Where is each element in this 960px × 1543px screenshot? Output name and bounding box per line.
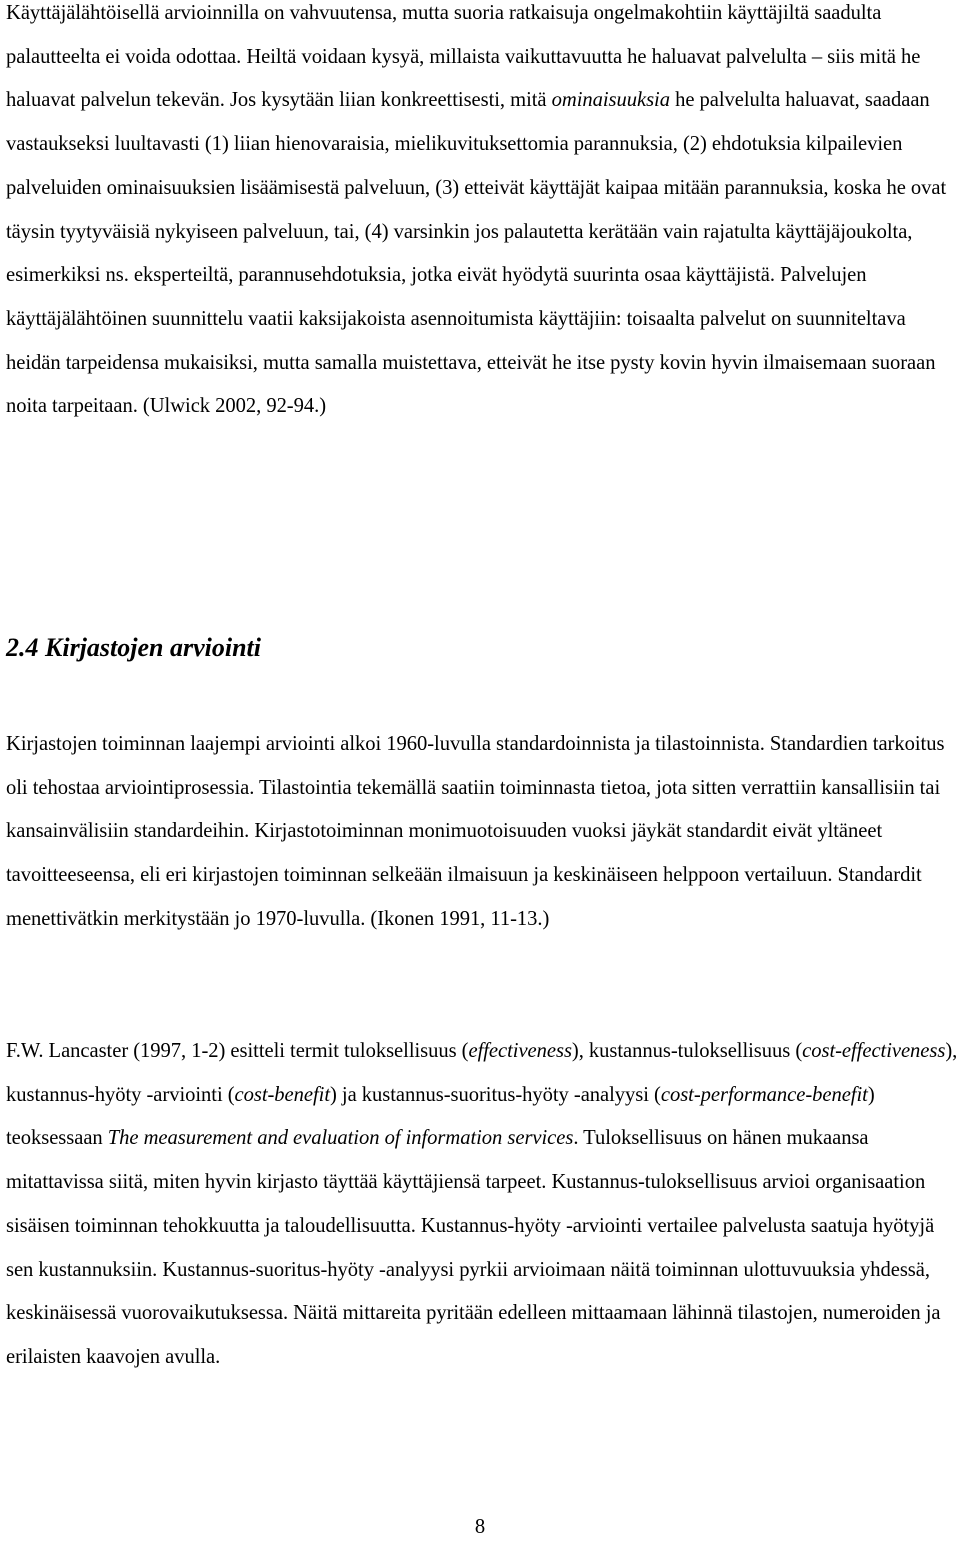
- paragraph-text: ) ja kustannus-suoritus-hyöty -analyysi (: [330, 1083, 661, 1106]
- paragraph-text: . Tuloksellisuus on hänen mukaansa mitattavissa siitä, miten hyvin kirjasto täyttää käyttäjiensä tarpeet. Kustannus-tuloksellisuus arvioi organisaation sisäisen toiminnan tehokkuutta ja taloudellisuutta. Kustannus-hyöty -arviointi vertailee palvelusta saatuja hyötyjä sen kustannuksiin. Kustannus-suoritus-hyöty -analyysi pyrkii arvioimaan näitä toiminnan ulottuvuuksia yhdessä, keskinäisessä vuorovaikutuksessa. Näitä mittareita pyritään edelleen mittaamaan lähinnä tilastojen, numeroiden ja erilaisten kaavojen avulla.: [6, 1127, 941, 1368]
- paragraph-text: F.W. Lancaster (1997, 1-2) esitteli termit tuloksellisuus (: [6, 1040, 469, 1062]
- paragraph-text: ) teoksessaan: [6, 1083, 875, 1150]
- paragraph-library-evaluation: Kirjastojen toiminnan laajempi arviointi alkoi 1960-luvulla standardoinnista ja tilastoinnista. Standardien tarkoitus oli tehostaa arviointiprosessia. Tilastointia tekemällä saatiin toiminnasta tietoa, jota sitten verrattiin kansallisiin tai kansainvälisiin standardeihin. Kirjastotoiminnan monimuotoisuuden vuoksi jäykät standardit eivät yltäneet tavoitteeseensa, eli eri kirjastojen toiminnan selkeään ilmaisuun ja keskinäiseen helppoon vertailuun. Standardit menettivätkin merkitystään jo 1970-luvulla. (Ikonen 1991, 11-13.): [6, 733, 945, 930]
- page-number: 8: [474, 1516, 486, 1538]
- term-effectiveness: effectiveness: [468, 1040, 572, 1062]
- section-heading: 2.4 Kirjastojen arviointi: [6, 633, 261, 662]
- term-cost-performance-benefit: cost-performance-benefit: [660, 1083, 868, 1106]
- book-title: The measurement and evaluation of information services: [107, 1127, 574, 1150]
- paragraph-text: Käyttäjälähtöisellä arvioinnilla on vahvuutensa, mutta suoria ratkaisuja ongelmakohtiin käyttäjiltä saadulta palautteelta ei voida odottaa. Heiltä voidaan kysyä, millaista vaikuttavuutta he haluavat palvelulta – siis mitä he haluavat palvelun tekevän. Jos kysytään liian konkreettisesti, mitä: [6, 2, 921, 112]
- paragraph-text: he palvelulta haluavat, saadaan vastaukseksi luultavasti (1) liian hienovaraisia, mielikuvituksettomia parannuksia, (2) ehdotuksia kilpailevien palveluiden ominaisuuksien lisäämisestä palveluun, (3) etteivät käyttäjät kaipaa mitään parannuksia, koska he ovat täysin tyytyväisiä nykyiseen palveluun, tai, (4) varsinkin jos palautetta kerätään vain rajatulta käyttäjäjoukolta, esimerkiksi ns. eksperteiltä, parannusehdotuksia, jotka eivät hyödytä suurinta osaa käyttäjistä. Palvelujen käyttäjälähtöinen suunnittelu vaatii kaksijakoista asennoitumista käyttäjiin: toisaalta palvelut on suunniteltava heidän tarpeidensa mukaisiksi, mutta samalla muistettava, etteivät he itse pysty kovin hyvin ilmaisemaan suoraan noita tarpeitaan. (Ulwick 2002, 92-94.): [6, 89, 947, 418]
- paragraph-text: ), kustannus-tuloksellisuus (: [571, 1040, 803, 1062]
- paragraph-user-centered-evaluation: [6, 0, 958, 429]
- paragraph-text: ), kustannus-hyöty -arviointi (: [6, 1040, 958, 1106]
- paragraph-lancaster-terms: [6, 1030, 958, 1380]
- emphasis-text: ominaisuuksia: [551, 89, 670, 112]
- term-cost-effectiveness: cost-effectiveness: [802, 1040, 946, 1062]
- term-cost-benefit: cost-benefit: [234, 1083, 331, 1106]
